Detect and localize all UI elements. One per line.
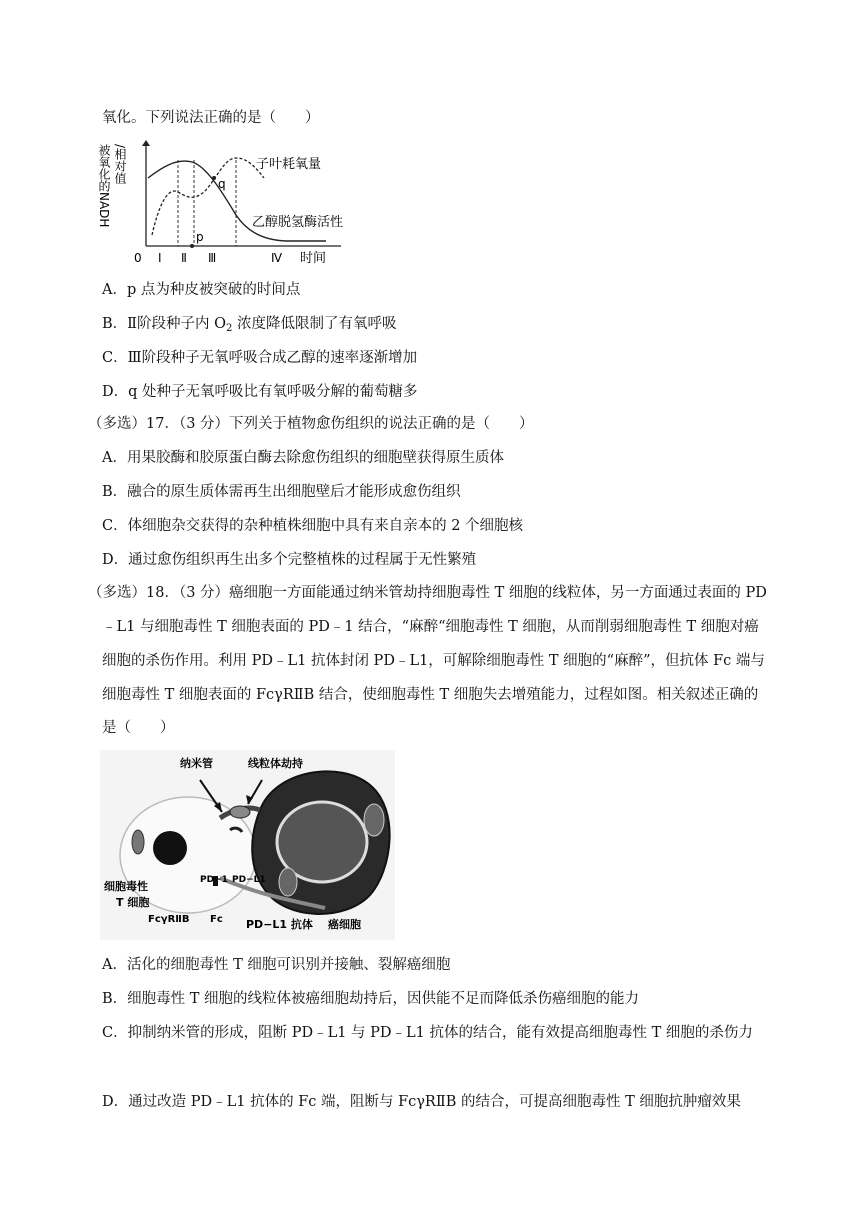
stage-2-label: Ⅱ bbox=[181, 251, 187, 265]
curve-oxygen-label: 子叶耗氧量 bbox=[256, 157, 322, 172]
label-tcell-2: T 细胞 bbox=[116, 896, 150, 909]
q18-stem-line5: 是（ ） bbox=[102, 720, 175, 736]
point-q-label: q bbox=[218, 177, 226, 191]
q18-option-a: A．活化的细胞毒性 T 细胞可识别并接触、裂解癌细胞 bbox=[102, 957, 451, 973]
label-nanotube: 纳米管 bbox=[180, 757, 213, 770]
q18-option-b: B．细胞毒性 T 细胞的线粒体被癌细胞劫持后，因供能不足而降低杀伤癌细胞的能力 bbox=[102, 991, 640, 1007]
q18-option-d: D．通过改造 PD﹣L1 抗体的 Fc 端，阻断与 FcγRⅡB 的结合，可提高细胞毒性 T 细胞抗肿瘤效果 bbox=[102, 1094, 741, 1110]
cancer-mito-1 bbox=[364, 804, 384, 836]
q17-option-b: B．融合的原生质体需再生出细胞壁后才能形成愈伤组织 bbox=[102, 484, 461, 500]
graph-xlabel: 时间 bbox=[300, 251, 327, 266]
label-tcell-1: 细胞毒性 bbox=[104, 880, 148, 893]
q18-stem-line3: 细胞的杀伤作用。利用 PD﹣L1 抗体封闭 PD﹣L1，可解除细胞毒性 T 细胞的“麻醉”，但抗体 Fc 端与 bbox=[102, 653, 765, 669]
q16-option-d: D．q 处种子无氧呼吸比有氧呼吸分解的葡萄糖多 bbox=[102, 384, 418, 400]
q17-option-d: D．通过愈伤组织再生出多个完整植株的过程属于无性繁殖 bbox=[102, 552, 477, 568]
q17-option-c: C．体细胞杂交获得的杂种植株细胞中具有来自亲本的 2 个细胞核 bbox=[102, 518, 524, 534]
nadh-graph bbox=[96, 140, 346, 270]
graph-ylabel-1: 被氧化的NADH bbox=[97, 144, 111, 228]
stage-4-label: Ⅳ bbox=[271, 251, 283, 265]
q18-stem-line4: 细胞毒性 T 细胞表面的 FcγRⅡB 结合，使细胞毒性 T 细胞失去增殖能力，过程如图。相关叙述正确的 bbox=[102, 687, 759, 703]
q17-stem: （多选）17．（3 分）下列关于植物愈伤组织的说法正确的是（ ） bbox=[88, 416, 534, 432]
label-pd1: PD−1 bbox=[200, 875, 228, 885]
hijacked-mitochondrion bbox=[230, 806, 250, 818]
q16-stem-tail: 氧化。下列说法正确的是（ ） bbox=[102, 110, 320, 126]
curve-oxygen bbox=[152, 158, 264, 235]
label-pdl1: PD−L1 bbox=[232, 875, 266, 885]
q18-stem-line2: ﹣L1 与细胞毒性 T 细胞表面的 PD﹣1 结合，“麻醉“细胞毒性 T 细胞，从而削弱细胞毒性 T 细胞对癌 bbox=[102, 619, 759, 635]
point-p-label: p bbox=[196, 230, 204, 244]
label-fcr2b: FcγRⅡB bbox=[148, 914, 190, 925]
point-p-marker bbox=[190, 244, 194, 248]
curve-adh-label: 乙醇脱氢酶活性 bbox=[252, 215, 344, 230]
q18-option-c: C．抑制纳米管的形成，阻断 PD﹣L1 与 PD﹣L1 抗体的结合，能有效提高细胞毒性 T 细胞的杀伤力 bbox=[102, 1025, 753, 1041]
q18-stem-line1: （多选）18．（3 分）癌细胞一方面能通过纳米管劫持细胞毒性 T 细胞的线粒体，另一方面通过表面的 PD bbox=[88, 585, 767, 601]
graph-ylabel-2: /相对值 bbox=[113, 144, 127, 185]
tcell-mitochondrion bbox=[132, 830, 144, 854]
tcell-cancer-diagram bbox=[100, 750, 395, 940]
cancer-mito-2 bbox=[279, 868, 297, 896]
q16-option-a: A．p 点为种皮被突破的时间点 bbox=[102, 282, 301, 298]
q16-option-c: C．Ⅲ阶段种子无氧呼吸合成乙醇的速率逐渐增加 bbox=[102, 350, 418, 366]
graph-origin: 0 bbox=[134, 251, 142, 265]
label-cancer-cell: 癌细胞 bbox=[328, 918, 361, 931]
stage-1-label: Ⅰ bbox=[158, 251, 162, 265]
tcell-nucleus bbox=[153, 831, 187, 865]
q16-option-b: B．Ⅱ阶段种子内 $O_2$ 浓度降低限制了有氧呼吸 bbox=[102, 316, 397, 334]
stage-3-label: Ⅲ bbox=[208, 251, 217, 265]
point-q-marker bbox=[212, 176, 216, 180]
label-fc: Fc bbox=[210, 914, 223, 925]
q17-option-a: A．用果胶酶和胶原蛋白酶去除愈伤组织的细胞壁获得原生质体 bbox=[102, 450, 504, 466]
label-antibody: PD−L1 抗体 bbox=[246, 918, 313, 931]
label-mito-hijack: 线粒体劫持 bbox=[248, 757, 303, 770]
